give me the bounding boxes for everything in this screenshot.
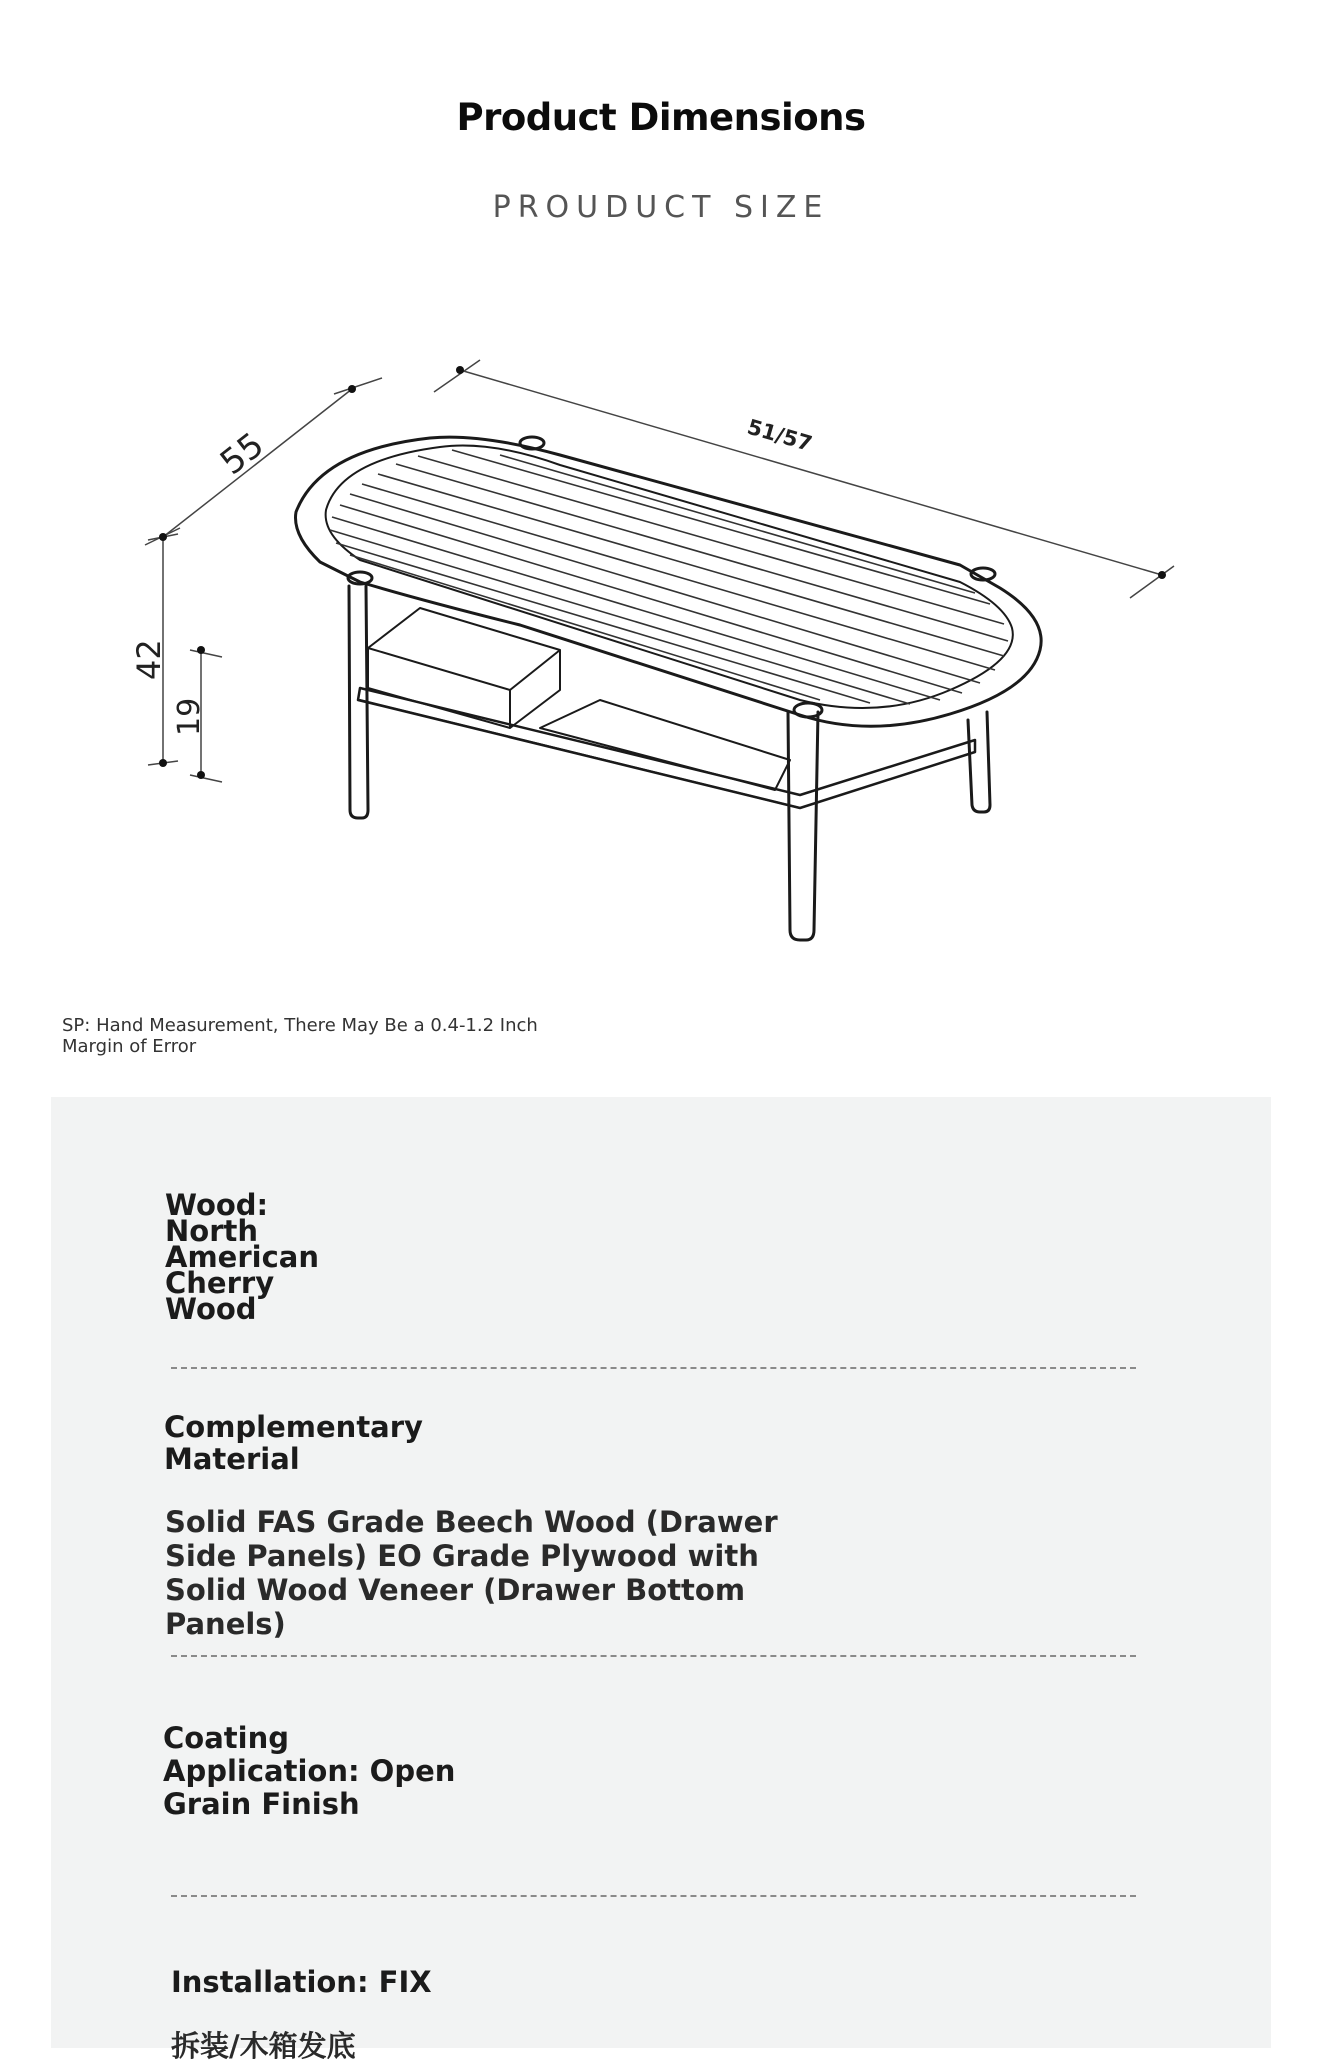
rattan-tray — [540, 700, 790, 790]
spec-wood: Wood: North American Cherry Wood — [165, 1188, 319, 1326]
leg-back-right — [968, 712, 990, 812]
divider — [171, 1895, 1136, 1897]
page-title: Product Dimensions — [456, 96, 866, 139]
knob — [794, 703, 822, 717]
page-subtitle: PROUDUCT SIZE — [492, 190, 830, 225]
divider — [171, 1367, 1136, 1369]
measurement-note: SP: Hand Measurement, There May Be a 0.4-1.2 Inch Margin of Error — [62, 1015, 538, 1057]
leg-front — [788, 712, 818, 940]
lower-shelf — [358, 688, 975, 808]
depth-label: 55 — [212, 424, 272, 484]
spec-coating: Coating Application: Open Grain Finish — [163, 1721, 456, 1821]
spec-installation-cn: 拆装/木箱发底 — [171, 2029, 356, 2063]
divider — [171, 1655, 1136, 1657]
length-label: 51/57 — [744, 414, 815, 457]
spec-complementary-value: Solid FAS Grade Beech Wood (Drawer Side Panels) EO Grade Plywood with Solid Wood Veneer (Drawer Bottom Panels) — [165, 1505, 778, 1641]
dimension-diagram — [0, 300, 1322, 960]
shelf-height-label: 19 — [172, 697, 207, 736]
spec-complementary-label: Complementary Material — [164, 1410, 423, 1476]
height-label: 42 — [130, 639, 168, 680]
spec-panel — [51, 1097, 1271, 2063]
spec-installation: Installation: FIX — [171, 1965, 432, 1999]
